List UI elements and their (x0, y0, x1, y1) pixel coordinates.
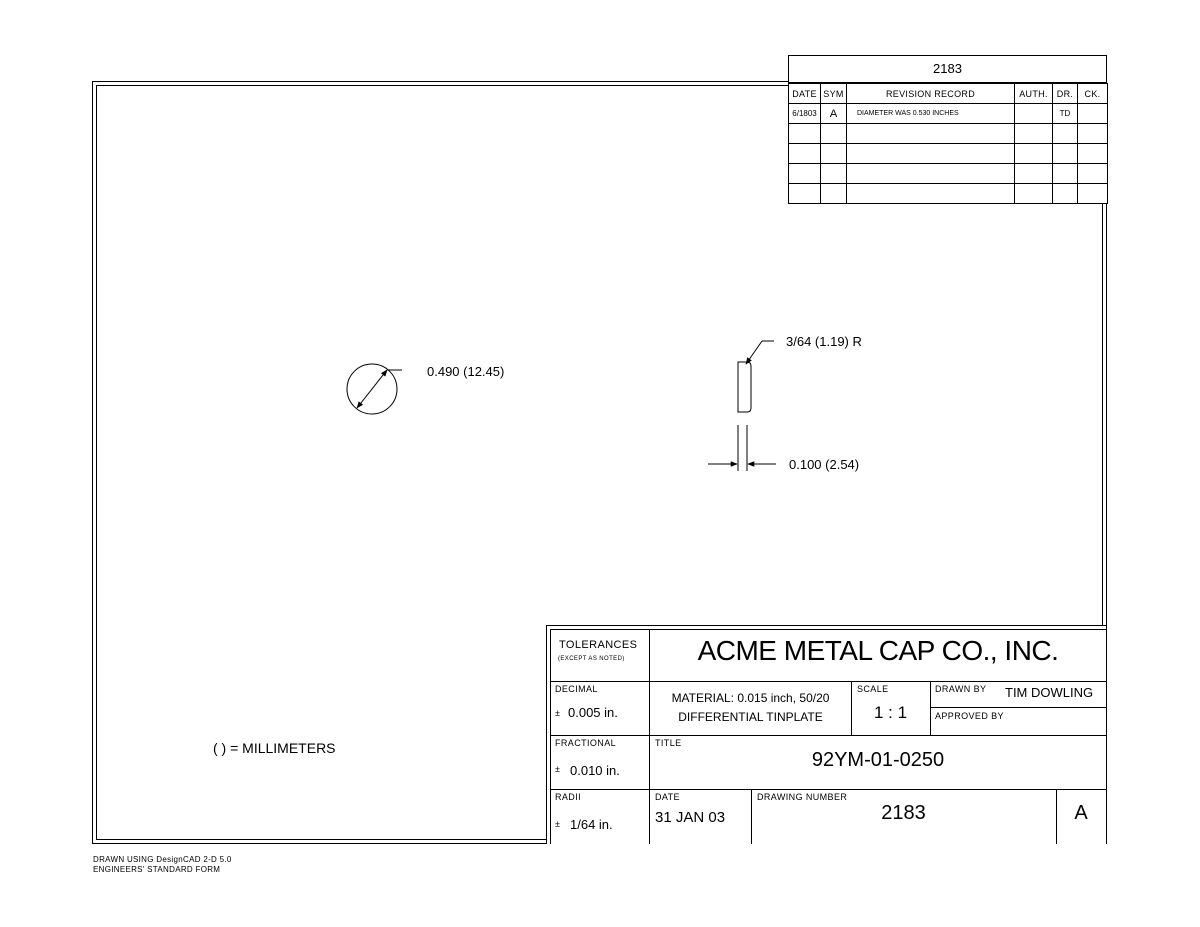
rev-dr: TD (1053, 104, 1078, 124)
drawn-by-value: TIM DOWLING (1005, 685, 1094, 700)
rev-header-sym: SYM (821, 84, 847, 104)
radius-dimension: 3/64 (1.19) R (786, 334, 862, 349)
footer-note (93, 855, 232, 875)
fractional-plus-minus: ± (555, 764, 560, 774)
rev-header-record: REVISION RECORD (847, 84, 1015, 104)
rev-header-date: DATE (789, 84, 821, 104)
rev-header-auth: AUTH. (1015, 84, 1053, 104)
cap-side-view (708, 341, 776, 471)
drawing-number-value: 2183 (881, 802, 926, 824)
drawing-number-label: DRAWING NUMBER (757, 792, 848, 802)
circle-diameter-dimension: 0.490 (12.45) (427, 364, 505, 379)
scale-value: 1 : 1 (873, 703, 908, 722)
drawn-by-label: DRAWN BY (935, 684, 987, 694)
rev-sym: A (821, 104, 847, 124)
title-block (546, 625, 1107, 844)
decimal-value: 0.005 in. (568, 705, 618, 720)
rev-header-ck: CK. (1078, 84, 1108, 104)
approved-by-label: APPROVED BY (935, 711, 1004, 721)
radii-label: RADII (555, 792, 582, 802)
fractional-label: FRACTIONAL (555, 738, 617, 748)
radii-plus-minus: ± (555, 819, 560, 829)
cap-circle-view (347, 364, 402, 414)
thickness-dimension: 0.100 (2.54) (789, 457, 860, 472)
tolerances-label: TOLERANCES (559, 639, 638, 651)
date-label: DATE (655, 792, 680, 802)
decimal-plus-minus: ± (555, 708, 560, 718)
drawing-title: 92YM-01-0250 (811, 749, 945, 771)
footer-line-2: ENGINEERS' STANDARD FORM (93, 865, 221, 874)
decimal-label: DECIMAL (555, 684, 598, 694)
material-line-2: DIFFERENTIAL TINPLATE (678, 710, 823, 724)
revision-letter: A (1074, 802, 1088, 824)
revision-block-title: 2183 (788, 55, 1107, 83)
fractional-value: 0.010 in. (570, 763, 620, 778)
date-value: 31 JAN 03 (655, 809, 726, 826)
rev-date: 6/1803 (789, 104, 821, 124)
units-note: ( ) = MILLIMETERS (213, 740, 336, 756)
material-line-1: MATERIAL: 0.015 inch, 50/20 (671, 691, 830, 705)
radii-value: 1/64 in. (570, 817, 613, 832)
tolerances-note: (EXCEPT AS NOTED) (558, 656, 625, 662)
rev-record: DIAMETER WAS 0.530 INCHES (847, 104, 1015, 124)
scale-label: SCALE (857, 684, 889, 694)
company-name: ACME METAL CAP CO., INC. (697, 635, 1059, 666)
title-label: TITLE (655, 738, 682, 748)
footer-line-1: DRAWN USING DesignCAD 2-D 5.0 (93, 855, 232, 864)
rev-header-dr: DR. (1053, 84, 1078, 104)
